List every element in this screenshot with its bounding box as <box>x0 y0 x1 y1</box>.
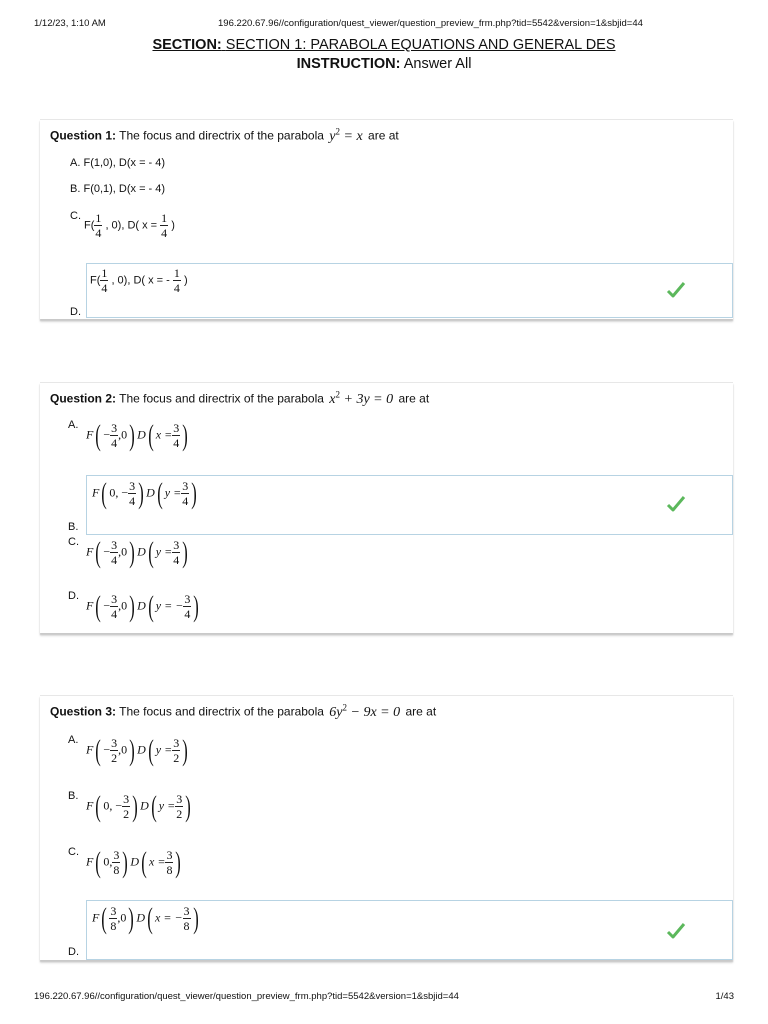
option-b[interactable]: F( 0, − $\frac{3}{2}$ ) D( y = $\frac{3}{2}$ ) <box>86 790 191 823</box>
question-stem: Question 3: The focus and directrix of the parabola $6y^2 - 9x = 0$ are at <box>50 702 437 720</box>
option-a-letter: A. <box>68 419 79 431</box>
checkmark-icon <box>666 281 686 299</box>
option-d[interactable]: F( $\frac{1}{4}$ , 0), D( x = - $\frac{1}{4}$ ) <box>90 266 188 295</box>
instruction-value: Answer All <box>403 56 472 72</box>
print-footer-url: 196.220.67.96//configuration/quest_viewer/question_preview_frm.php?tid=5542&version=1&sbjid=44 <box>34 991 459 1002</box>
fraction: $\frac{1}{4}$ <box>161 211 168 240</box>
print-timestamp: 1/12/23, 1:10 AM <box>34 18 106 29</box>
option-d-letter: D. <box>70 306 81 318</box>
checkmark-icon <box>666 495 686 513</box>
instruction-label: INSTRUCTION: <box>296 56 401 72</box>
question-stem: Question 1: The focus and directrix of the parabola $y^2 = x$ are at <box>50 126 399 144</box>
option-b-letter: B. <box>68 790 79 802</box>
fraction: $\frac{1}{4}$ <box>95 211 102 240</box>
option-a[interactable]: A. F(1,0), D(x = - 4) <box>70 157 166 169</box>
option-d[interactable]: F( $\frac{3}{8}$ ,0) D( x = − $\frac{3}{8}$ ) <box>92 902 199 935</box>
print-url: 196.220.67.96//configuration/quest_viewer/question_preview_frm.php?tid=5542&version=1&sbjid=44 <box>218 18 643 29</box>
option-c-letter: C. <box>68 536 79 548</box>
option-b-letter: B. <box>68 521 79 533</box>
question-card-2 <box>40 382 733 633</box>
option-d-letter: D. <box>68 946 79 958</box>
option-a[interactable]: F( − $\frac{3}{4}$ ,0) D( x = $\frac{3}{4}$ ) <box>86 419 188 452</box>
option-c[interactable]: F( 0, $\frac{3}{8}$ ) D( x = $\frac{3}{8}$ ) <box>86 846 182 879</box>
question-card-1 <box>40 119 733 319</box>
option-c[interactable]: F( − $\frac{3}{4}$ ,0) D( y = $\frac{3}{4}$ ) <box>86 536 188 569</box>
option-b[interactable]: F( 0, − $\frac{3}{4}$ ) D( y = $\frac{3}{4}$ ) <box>92 477 197 510</box>
page-number: 1/43 <box>715 991 734 1002</box>
question-card-3 <box>40 695 733 960</box>
question-stem: Question 2: The focus and directrix of the parabola $x^2 + 3y = 0$ are at <box>50 389 430 407</box>
section-label: SECTION: <box>152 37 222 53</box>
section-value: SECTION 1: PARABOLA EQUATIONS AND GENERAL DES <box>225 37 616 53</box>
section-title <box>0 37 768 53</box>
option-c[interactable]: F( $\frac{1}{4}$ , 0), D( x = $\frac{1}{4}$ ) <box>84 211 175 240</box>
fraction: $\frac{1}{4}$ <box>173 266 180 295</box>
fraction: $\frac{1}{4}$ <box>101 266 108 295</box>
option-a[interactable]: F( − $\frac{3}{2}$ ,0) D( y = $\frac{3}{2}$ ) <box>86 734 188 767</box>
instruction <box>0 56 768 72</box>
option-a-letter: A. <box>68 734 79 746</box>
checkmark-icon <box>666 922 686 940</box>
option-d-letter: D. <box>68 590 79 602</box>
option-b[interactable]: B. F(0,1), D(x = - 4) <box>70 183 166 195</box>
option-d[interactable]: F( − $\frac{3}{4}$ ,0) D( y = − $\frac{3}{4}$ ) <box>86 590 200 623</box>
option-c-letter: C. <box>70 210 81 222</box>
equation: $x^2 + 3y = 0$ <box>329 389 394 407</box>
option-c-letter: C. <box>68 846 79 858</box>
equation: $6y^2 - 9x = 0$ <box>329 702 401 720</box>
equation: $y^2 = x$ <box>329 126 363 144</box>
print-header <box>34 18 734 32</box>
